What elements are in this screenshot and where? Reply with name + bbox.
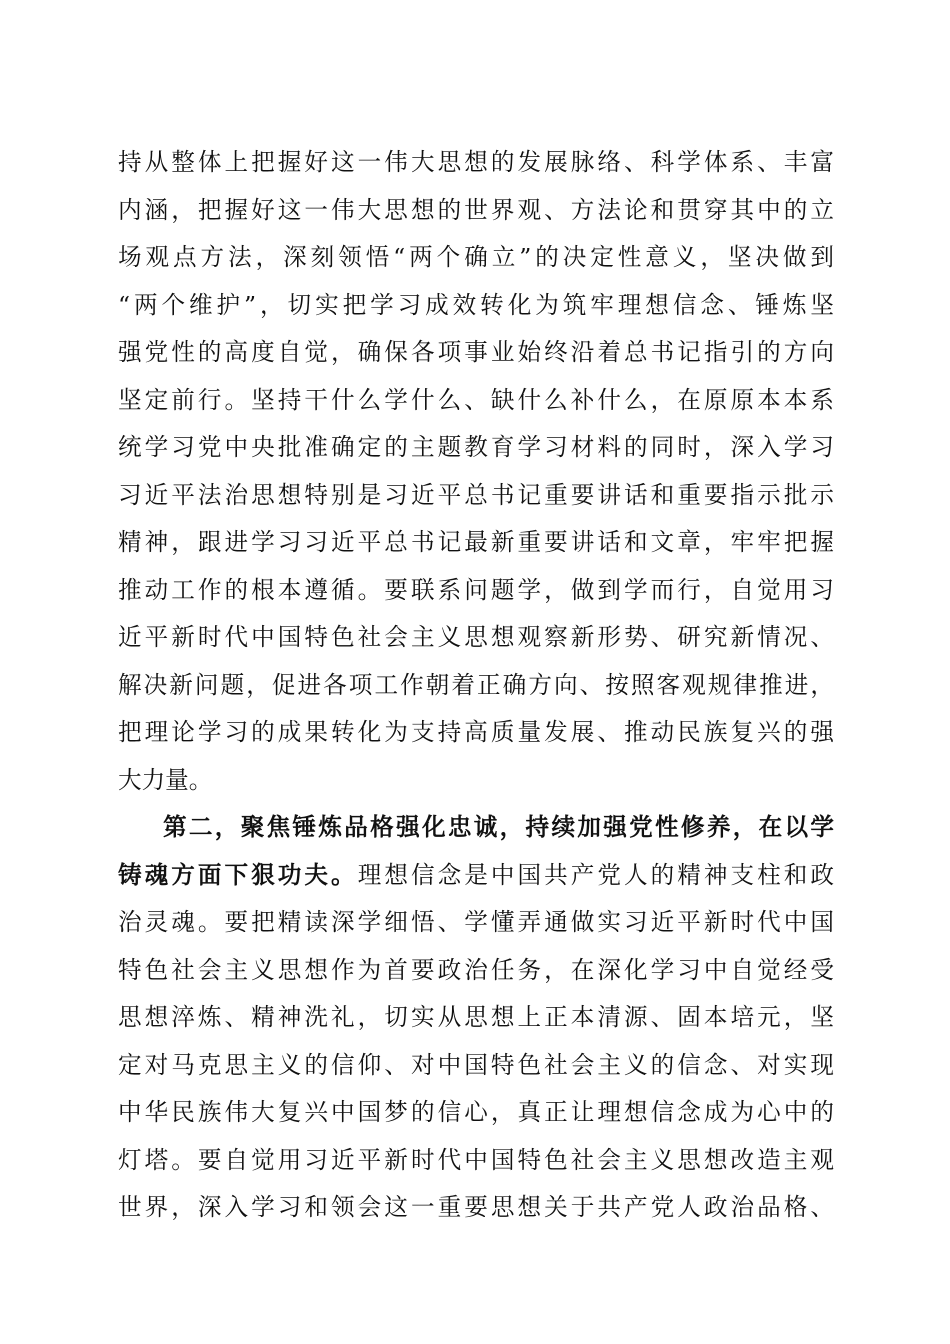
text-line: 场观点方法，深刻领悟“两个确立”的决定性意义，坚决做到 [118, 243, 834, 271]
text-line: 解决新问题，促进各项工作朝着正确方向、按照客观规律推进， [118, 670, 834, 699]
text-line: 强党性的高度自觉，确保各项事业始终沿着总书记指引的方向 [118, 338, 834, 366]
text-line: 近平新时代中国特色社会主义思想观察新形势、研究新情况、 [118, 623, 834, 651]
section-heading-tail: 铸魂方面下狠功夫。 [118, 860, 358, 889]
text-line: 把理论学习的成果转化为支持高质量发展、推动民族复兴的强 [118, 718, 834, 746]
text-line: 治灵魂。要把精读深学细悟、学懂弄通做实习近平新时代中国 [118, 908, 834, 936]
section-heading-line: 第二，聚焦锤炼品格强化忠诚，持续加强党性修养，在以学 [163, 813, 834, 841]
text-line: 定对马克思主义的信仰、对中国特色社会主义的信念、对实现 [118, 1050, 834, 1079]
text-line: 思想淬炼、精神洗礼，切实从思想上正本清源、固本培元，坚 [118, 1003, 834, 1031]
text-line: 持从整体上把握好这一伟大思想的发展脉络、科学体系、丰富 [118, 148, 834, 176]
text-line: 精神，跟进学习习近平总书记最新重要讲话和文章，牢牢把握 [118, 528, 834, 556]
text-line [118, 852, 834, 900]
text-line: 统学习党中央批准确定的主题教育学习材料的同时，深入学习 [118, 433, 834, 461]
text-line: 坚定前行。坚持干什么学什么、缺什么补什么，在原原本本系 [118, 385, 834, 414]
text-run: 理想信念是中国共产党人的精神支柱和政 [357, 860, 835, 889]
paragraph-2 [118, 804, 834, 1232]
text-line: 推动工作的根本遵循。要联系问题学，做到学而行，自觉用习 [118, 575, 834, 604]
text-line: “两个维护”，切实把学习成效转化为筑牢理想信念、锤炼坚 [118, 290, 834, 319]
document-body [118, 139, 834, 1232]
text-line: 习近平法治思想特别是习近平总书记重要讲话和重要指示批示 [118, 480, 834, 509]
text-line: 大力量。 [118, 765, 213, 794]
text-line: 世界，深入学习和领会这一重要思想关于共产党人政治品格、 [118, 1193, 834, 1221]
text-line: 灯塔。要自觉用习近平新时代中国特色社会主义思想改造主观 [118, 1145, 834, 1174]
text-line: 中华民族伟大复兴中国梦的信心，真正让理想信念成为心中的 [118, 1098, 834, 1126]
text-line: 特色社会主义思想作为首要政治任务，在深化学习中自觉经受 [118, 955, 834, 984]
paragraph-1 [118, 139, 834, 804]
text-line: 内涵，把握好这一伟大思想的世界观、方法论和贯穿其中的立 [118, 195, 834, 224]
